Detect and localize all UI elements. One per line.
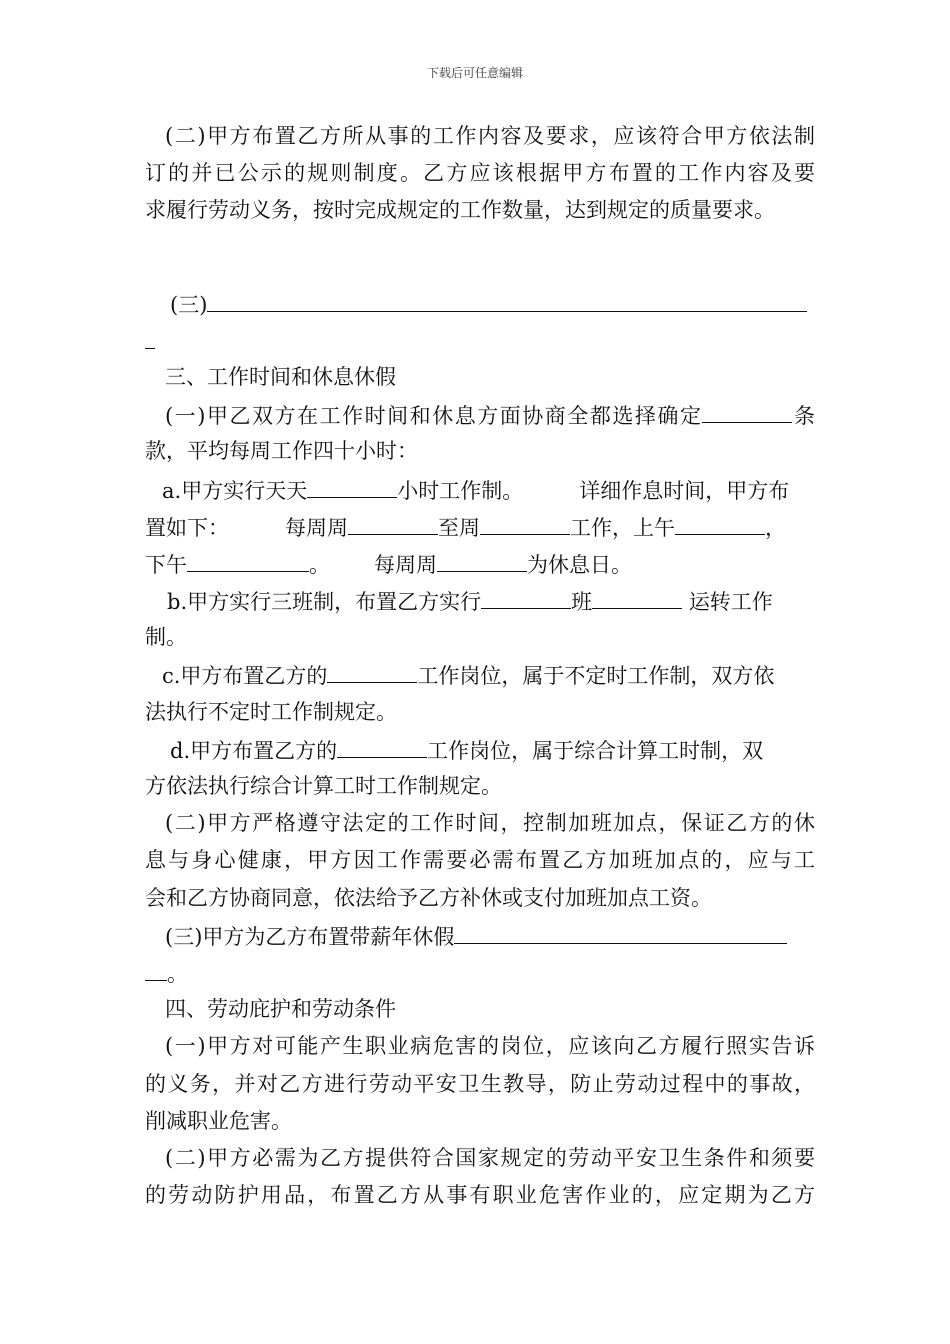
text-segment: 工作岗位，属于不定时工作制，双方依: [417, 664, 775, 689]
fill-in-blank: [348, 508, 438, 535]
text-segment: 至周: [438, 515, 480, 540]
text-segment: 下午: [145, 552, 187, 577]
section-title: 三、工作时间和休息休假: [165, 364, 396, 389]
paragraph-line: [145, 322, 815, 359]
text-segment: 工作，上午: [570, 515, 675, 540]
paragraph-line: 的义务，并对乙方进行劳动平安卫生教导，防止劳动过程中的事故，: [145, 1071, 815, 1096]
paragraph-line: (二)甲方严格遵守法定的工作时间，控制加班加点，保证乙方的休: [165, 811, 815, 836]
paragraph-line: 款，平均每周工作四十小时：: [145, 439, 418, 464]
text-segment: 置如下：: [145, 515, 229, 540]
fill-in-blank: [592, 582, 682, 609]
fill-in-blank: [327, 656, 417, 683]
paragraph-line: (二)甲方必需为乙方提供符合国家规定的劳动平安卫生条件和须要: [165, 1145, 815, 1170]
text-segment: c.甲方布置乙方的: [162, 664, 328, 689]
paragraph-line: 法执行不定时工作制规定。: [145, 699, 397, 724]
item-label: (三): [170, 292, 208, 317]
text-segment: (三)甲方为乙方布置带薪年休假: [165, 924, 455, 949]
paragraph-line: (一)甲方对可能产生职业病危害的岗位，应该向乙方履行照实告诉: [165, 1034, 815, 1059]
paragraph-line: 息与身心健康，甲方因工作需要必需布置乙方加班加点的，应与工: [145, 848, 815, 873]
text-segment: ，: [765, 515, 786, 540]
text-segment: 为休息日。: [527, 552, 632, 577]
text-segment: 详细作息时间，甲方布: [579, 478, 790, 503]
paragraph-line: [145, 731, 815, 768]
paragraph-line: [145, 396, 815, 433]
text-segment: d.甲方布置乙方的: [170, 738, 338, 763]
text-segment: 。: [167, 961, 188, 986]
paragraph-line: [145, 508, 815, 545]
text-segment: 每周周: [285, 515, 348, 540]
fill-in-blank: [437, 545, 527, 572]
fill-in-blank: [675, 508, 765, 535]
fill-in-blank: [207, 285, 807, 312]
paragraph-line: [145, 582, 815, 619]
fill-in-blank: [307, 471, 397, 498]
fill-in-blank: [145, 322, 155, 349]
text-segment: a.甲方实行天天: [162, 478, 308, 503]
text-segment: b.甲方实行三班制，布置乙方实行: [167, 590, 482, 615]
paragraph-line: [145, 656, 815, 693]
fill-in-blank: [337, 731, 427, 758]
text-segment: 运转工作: [688, 590, 773, 615]
paragraph-line: [145, 954, 815, 991]
text-segment: 每周周: [374, 552, 437, 577]
text-segment: 。: [309, 552, 330, 577]
document-body: [145, 118, 815, 1214]
paragraph-line: 方依法执行综合计算工时工作制规定。: [145, 774, 502, 798]
paragraph-line: [145, 285, 815, 322]
paragraph-line: [145, 471, 815, 508]
paragraph-line: 会和乙方协商同意，依法给予乙方补休或支付加班加点工资。: [145, 885, 712, 910]
paragraph-line: [145, 917, 815, 954]
paragraph-line: 削减职业危害。: [145, 1108, 292, 1133]
fill-in-blank: [454, 917, 787, 944]
text-segment: (一)甲乙双方在工作时间和休息方面协商全都选择确定: [165, 404, 703, 429]
fill-in-blank: [481, 582, 571, 609]
page-header: 下载后可任意编辑: [426, 66, 523, 80]
fill-in-blank: [145, 954, 167, 981]
text-segment: 小时工作制。: [397, 478, 524, 503]
paragraph-line: 求履行劳动义务，按时完成规定的工作数量，达到规定的质量要求。: [145, 198, 775, 223]
text-segment: 工作岗位，属于综合计算工时制，双: [427, 738, 764, 763]
fill-in-blank: [702, 396, 792, 423]
section-title: 四、劳动庇护和劳动条件: [165, 997, 396, 1022]
paragraph-line: 制。: [145, 625, 187, 650]
fill-in-blank: [480, 508, 570, 535]
blank-gap: [145, 230, 815, 285]
text-segment: 班: [571, 590, 593, 615]
text-segment: 条: [792, 404, 815, 429]
paragraph-line: (二)甲方布置乙方所从事的工作内容及要求，应该符合甲方依法制: [165, 124, 815, 148]
paragraph-line: 的劳动防护用品，布置乙方从事有职业危害作业的，应定期为乙方: [145, 1183, 815, 1208]
paragraph-line: [145, 545, 815, 582]
fill-in-blank: [187, 545, 309, 572]
paragraph-line: 订的并已公示的规则制度。乙方应该根据甲方布置的工作内容及要: [145, 161, 815, 186]
